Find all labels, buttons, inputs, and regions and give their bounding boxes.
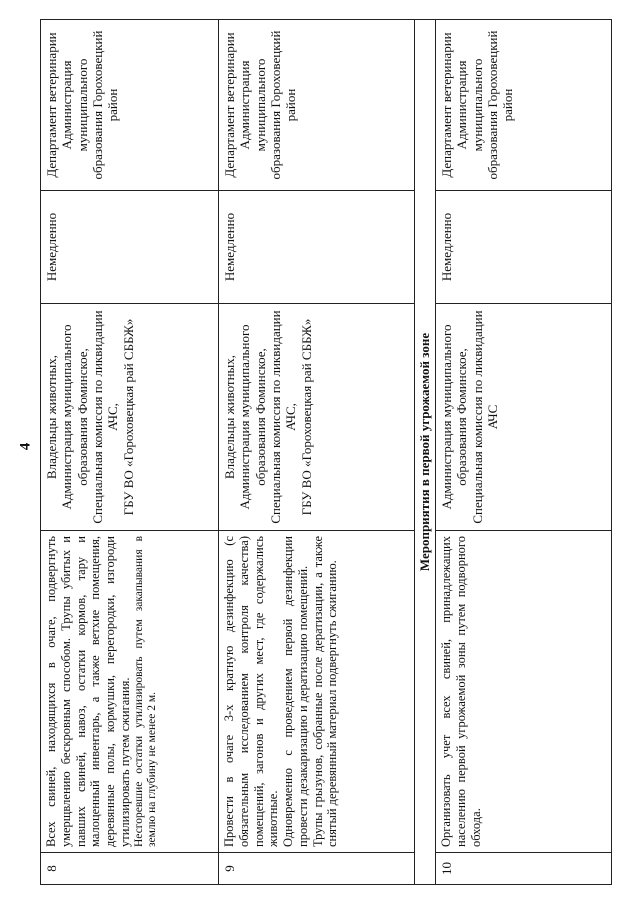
- executor: Администрация муниципального образования Фоминское,: [237, 324, 268, 510]
- measures-table-wrapper: [40, 20, 612, 885]
- term-cell: Немедленно: [436, 191, 612, 304]
- executor: Владельцы животных,: [44, 354, 59, 480]
- table-row: [219, 20, 415, 885]
- responsible: Администрация муниципального образования Гороховецкий район: [454, 30, 516, 180]
- action-paragraph: Всех свиней, находящихся в очаге, подвергнуть умерщвлению бескровным способом. Трупы убитых и павших свиней, навоз, остатки кормов, тару и малоценный инвентарь, а также ветхие помещения, деревянные полы, кормушки, перегородки, изгороди утилизировать путем сжигания.: [44, 536, 132, 847]
- table-row: [41, 20, 219, 885]
- action-paragraph: Трупы грызунов, собранные после дератизации, а также снятый деревянный материал подвергнуть сжиганию.: [310, 536, 340, 847]
- term-cell: Немедленно: [41, 191, 219, 304]
- executor: ГБУ ВО «Гороховецкая рай СББЖ»: [298, 318, 314, 516]
- executor: Владельцы животных,: [222, 354, 237, 480]
- section-row: [415, 20, 436, 885]
- executors-cell: [436, 304, 612, 531]
- row-number: 10: [436, 853, 612, 885]
- responsible: Администрация муниципального образования Гороховецкий район: [237, 30, 299, 180]
- action-cell: Организовать учет всех свиней, принадлежащих населению первой угрожаемой зоны путем подворного обхода.: [436, 531, 612, 853]
- responsible: Департамент ветеринарии: [222, 32, 237, 178]
- row-number: 9: [219, 853, 415, 885]
- executor: Специальная комиссия по ликвидации АЧС,: [89, 310, 121, 524]
- action-paragraph: Одновременно с проведением первой дезинфекции провести дезакаризацию и дератизацию помещений.: [281, 536, 310, 847]
- section-title: Мероприятия в первой угрожаемой зоне: [415, 20, 436, 885]
- responsible: Администрация муниципального образования Гороховецкий район: [59, 30, 121, 180]
- action-paragraph: Несгоревшие остатки утилизировать путем закапывания в землю на глубину не менее 2 м.: [132, 536, 159, 847]
- action-cell: [41, 531, 219, 853]
- action-cell: [219, 531, 415, 853]
- executors-cell: [219, 304, 415, 531]
- measures-table: [40, 19, 612, 885]
- action-paragraph: Провести в очаге 3-х кратную дезинфекцию (с обязательным исследованием контроля качества) помещений, загонов и других мест, где содержались животные.: [222, 536, 281, 847]
- table-row: [436, 20, 612, 885]
- executor: Администрация муниципального образования Фоминское,: [59, 324, 90, 510]
- executor: Специальная комиссия по ликвидации АЧС: [469, 310, 500, 524]
- responsible: Департамент ветеринарии: [44, 32, 59, 178]
- term-cell: Немедленно: [219, 191, 415, 304]
- executor: Специальная комиссия по ликвидации АЧС,: [267, 310, 299, 524]
- responsible-cell: [436, 20, 612, 191]
- executors-cell: [41, 304, 219, 531]
- responsible: Департамент ветеринарии: [439, 32, 454, 178]
- responsible-cell: [41, 20, 219, 191]
- responsible-cell: [219, 20, 415, 191]
- page-number: 4: [17, 442, 34, 451]
- executor: ГБУ ВО «Гороховецкая рай СББЖ»: [120, 318, 136, 516]
- executor: Администрация муниципального образования Фоминское,: [439, 324, 470, 510]
- row-number: 8: [41, 853, 219, 885]
